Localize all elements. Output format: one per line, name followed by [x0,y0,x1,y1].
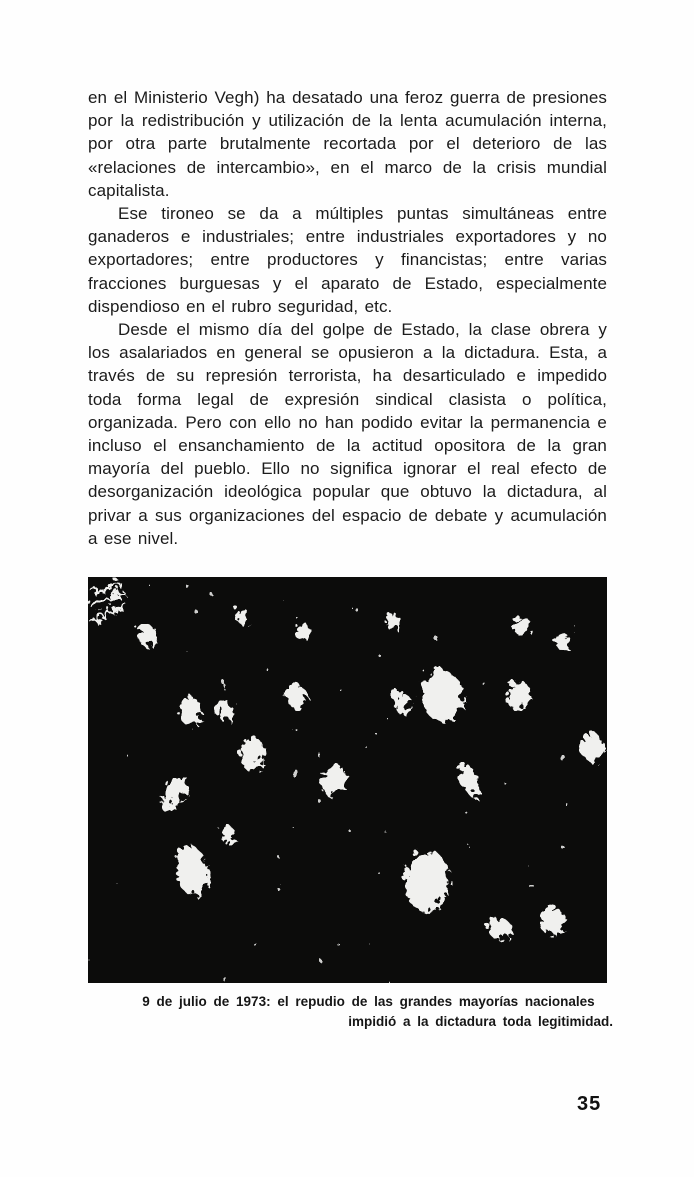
crowd-photo [88,577,607,983]
paragraph-2: Ese tironeo se da a múltiples puntas simultáneas entre ganaderos e industriales; entre industriales exportadores y no exportadores; entre productores y financistas; entre varias fracciones burguesas y el aparato de Estado, especialmente dispendioso en el rubro seguridad, etc. [88,204,607,316]
paragraph-3: Desde el mismo día del golpe de Estado, la clase obrera y los asalariados en general se opusieron a la dictadura. Esta, a través de su represión terrorista, ha desarticulado e impedido toda forma legal de expresión sindical clasista o política, organizada. Pero con ello no han podido evitar la permanencia e incluso el ensanchamiento de la actitud opositora de la gran mayoría del pueblo. Ello no significa ignorar el real efecto de desorganización ideológica popular que obtuvo la dictadura, al privar a sus organizaciones del espacio de debate y acumulación a ese nivel. [88,320,607,548]
caption-line-1: 9 de julio de 1973: el repudio de las grandes mayorías nacionales [142,994,595,1009]
crowd-photo-image [88,577,607,983]
paragraph-1: en el Ministerio Vegh) ha desatado una feroz guerra de presiones por la redistribución y utilización de la lenta acumulación interna, por otra parte brutalmente recortada por el deterioro de las «relaciones de intercambio», en el marco de la crisis mundial capitalista. [88,88,607,200]
photo-caption [88,992,623,1031]
caption-line-2: impidió a la dictadura toda legitimidad. [348,1013,613,1029]
body-text [88,86,607,550]
page-number: 35 [577,1093,602,1115]
